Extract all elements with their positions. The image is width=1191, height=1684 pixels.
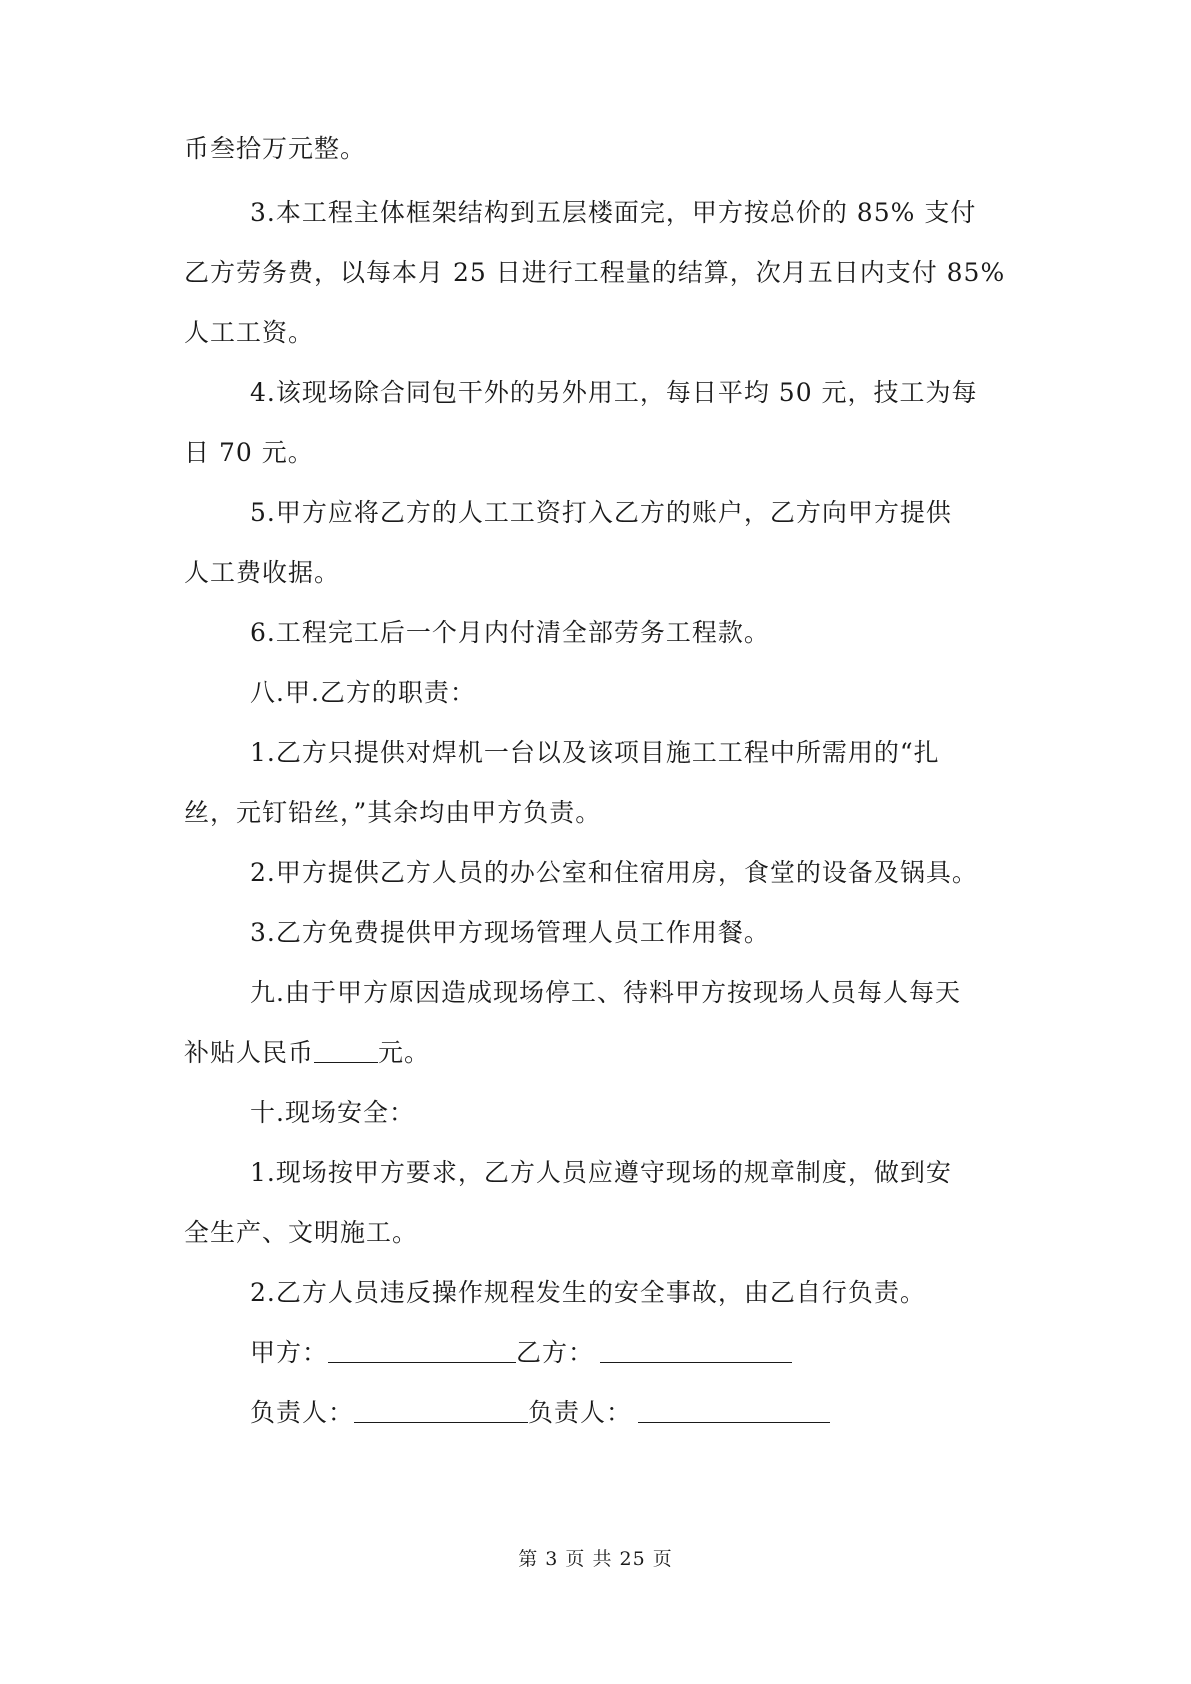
paragraph-line: 2.甲方提供乙方人员的办公室和住宿用房，食堂的设备及锅具。 [250,858,978,887]
party-b-signature-blank[interactable] [600,1338,792,1363]
paragraph-line: 人工工资。 [184,318,315,347]
paragraph-line: 5.甲方应将乙方的人工工资打入乙方的账户，乙方向甲方提供 [250,498,952,527]
paragraph-line: 全生产、文明施工。 [184,1218,419,1247]
paragraph-line: 乙方劳务费，以每本月 25 日进行工程量的结算，次月五日内支付 85% [184,258,1006,287]
subsidy-unit: 元。 [378,1038,431,1067]
paragraph-line: 人工费收据。 [184,558,341,587]
signature-row-party [250,1338,1080,1368]
paragraph-line: 1.乙方只提供对焊机一台以及该项目施工工程中所需用的“扎 [250,738,940,767]
paragraph-line: 6.工程完工后一个月内付清全部劳务工程款。 [250,618,770,647]
party-b-label: 乙方： [516,1338,595,1367]
manager-b-signature-blank[interactable] [638,1398,830,1423]
paragraph-line: 九.由于甲方原因造成现场停工、待料甲方按现场人员每人每天 [250,978,961,1007]
party-a-label: 甲方： [250,1338,329,1367]
section-heading: 八.甲.乙方的职责： [250,678,476,707]
page-number-footer: 第 3 页 共 25 页 [518,1548,673,1570]
paragraph-line [184,1038,1014,1068]
section-heading: 十.现场安全： [250,1098,415,1127]
party-a-signature-blank[interactable] [328,1338,516,1363]
paragraph-line: 3.本工程主体框架结构到五层楼面完，甲方按总价的 85% 支付 [250,198,977,227]
signature-row-manager [250,1398,1080,1428]
subsidy-text: 补贴人民币 [184,1038,315,1067]
paragraph-line: 币叁拾万元整。 [184,134,367,163]
paragraph-line: 3.乙方免费提供甲方现场管理人员工作用餐。 [250,918,770,947]
manager-a-label: 负责人： [250,1398,355,1427]
manager-b-label: 负责人： [528,1398,633,1427]
manager-a-signature-blank[interactable] [354,1398,528,1423]
subsidy-amount-blank[interactable] [314,1038,378,1063]
paragraph-line: 2.乙方人员违反操作规程发生的安全事故，由乙自行负责。 [250,1278,926,1307]
paragraph-line: 日 70 元。 [184,438,314,467]
paragraph-line: 4.该现场除合同包干外的另外用工，每日平均 50 元，技工为每 [250,378,978,407]
paragraph-line: 1.现场按甲方要求，乙方人员应遵守现场的规章制度，做到安 [250,1158,952,1187]
paragraph-line: 丝，元钉铅丝，”其余均由甲方负责。 [184,798,602,827]
